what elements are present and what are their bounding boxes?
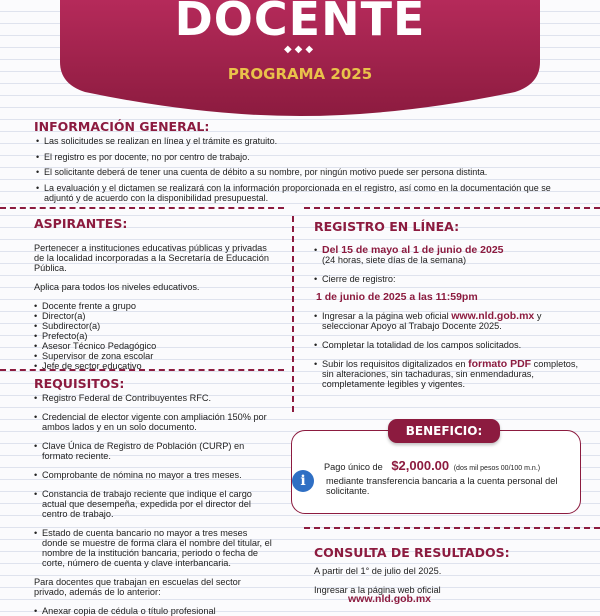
consulta-heading: CONSULTA DE RESULTADOS: [314, 545, 510, 560]
private-list [34, 606, 272, 616]
list-item [314, 245, 580, 265]
list-item: • Asesor Técnico Pedagógico [34, 341, 269, 351]
benefit-amount-line [324, 458, 540, 473]
list-item: • Registro Federal de Contribuyentes RFC. [34, 393, 272, 403]
requisitos-list [34, 393, 272, 568]
registro-section [314, 245, 580, 398]
portal-link[interactable]: www.nld.gob.mx [451, 310, 535, 322]
list-item: • El solicitante deberá de tener una cuenta de débito a su nombre, por ningún motivo puede ser persona distinta. [36, 167, 566, 178]
list-item: • Supervisor de zona escolar [34, 351, 269, 361]
list-item [314, 359, 580, 389]
divider [0, 369, 284, 371]
registro-heading: REGISTRO EN LÍNEA: [314, 219, 460, 234]
list-item: • Jefe de sector educativo [34, 361, 269, 371]
list-item: • Constancia de trabajo reciente que indique el cargo actual que desempeña, expedida por el director del centro de trabajo. [34, 489, 272, 519]
list-item: • Las solicitudes se realizan en línea y el trámite es gratuito. [36, 136, 566, 147]
aspirantes-list [34, 301, 269, 371]
consulta-portal: Ingresar a la página web oficial [314, 585, 441, 595]
requisitos-section [34, 393, 272, 616]
portal-select-text: seleccionar Apoyo al Trabajo Docente 2025. [322, 321, 502, 331]
consulta-link[interactable]: www.nld.gob.mx [348, 593, 432, 605]
list-item: • Prefecto(a) [34, 331, 269, 341]
benefit-method: mediante transferencia bancaria a la cuenta personal del solicitante. [326, 476, 558, 496]
requisitos-heading: REQUISITOS: [34, 376, 125, 391]
registro-hours: (24 horas, siete días de la semana) [322, 255, 467, 265]
list-item: • Director(a) [34, 311, 269, 321]
divider [304, 527, 600, 529]
private-note: Para docentes que trabajan en escuelas del sector privado, además de lo anterior: [34, 577, 241, 597]
list-item: • Clave Única de Registro de Población (CURP) en formato reciente. [34, 441, 272, 461]
list-item: • Anexar copia de cédula o título profesional [34, 606, 272, 616]
general-heading: INFORMACIÓN GENERAL: [34, 119, 210, 134]
list-item: • El registro es por docente, no por centro de trabajo. [36, 152, 566, 163]
registro-list [314, 245, 580, 389]
portal-conjunction: y [536, 311, 542, 321]
aspirantes-intro: Pertenecer a instituciones educativas públicas y privadas de la localidad incorporadas a la Secretaría de Educación Pública. [34, 243, 269, 273]
list-item: • Estado de cuenta bancario no mayor a tres meses donde se muestre de forma clara el nombre del titular, el nombre de la institución bancaria, periodo o fecha de corte, número de cuenta y clave interbancaria. [34, 528, 272, 568]
close-date: 1 de junio de 2025 a las 11:59pm [316, 291, 478, 303]
list-item [314, 274, 580, 302]
divider [0, 207, 284, 209]
aspirantes-section [34, 243, 269, 371]
list-item: • Docente frente a grupo [34, 301, 269, 311]
list-item: • Credencial de elector vigente con ampliación 150% por ambos lados y en un solo documento. [34, 412, 272, 432]
general-list [36, 136, 566, 209]
banner-title: DOCENTE [174, 0, 426, 46]
registro-dates: Del 15 de mayo al 1 de junio de 2025 [322, 244, 504, 256]
upload-conditions: completos, sin alteraciones, sin tachaduras, sin enmendaduras, completamente legibles y vigentes. [322, 359, 579, 389]
benefit-heading: BENEFICIO: [388, 419, 500, 443]
list-item: • Completar la totalidad de los campos solicitados. [314, 340, 580, 350]
upload-text: Subir los requisitos digitalizados en [322, 359, 466, 369]
column-divider [292, 216, 294, 412]
aspirantes-heading: ASPIRANTES: [34, 216, 128, 231]
list-item: • Comprobante de nómina no mayor a tres meses. [34, 470, 272, 480]
list-item: • Subdirector(a) [34, 321, 269, 331]
info-icon: i [292, 470, 314, 492]
upload-format: formato PDF [468, 358, 532, 370]
consulta-date: A partir del 1° de julio del 2025. [314, 566, 442, 576]
header-banner [0, 0, 600, 118]
divider [304, 207, 600, 209]
amount-words: (dos mil pesos 00/100 m.n.) [453, 465, 541, 472]
program-label: PROGRAMA 2025 [227, 65, 373, 83]
pay-label: Pago único de [324, 462, 383, 472]
aspirantes-levels: Aplica para todos los niveles educativos. [34, 282, 200, 292]
list-item: • La evaluación y el dictamen se realizará con la información proporcionada en el registro, así como en la documentación que se adjuntó y de acuerdo con la disponibilidad presupuestal. [36, 183, 566, 204]
portal-text: Ingresar a la página web oficial [322, 311, 449, 321]
diamond-ornament-icon: ◆◆◆ [283, 44, 317, 55]
list-item [314, 311, 580, 331]
benefit-amount: $2,000.00 [391, 458, 450, 473]
close-label: Cierre de registro: [322, 274, 396, 284]
